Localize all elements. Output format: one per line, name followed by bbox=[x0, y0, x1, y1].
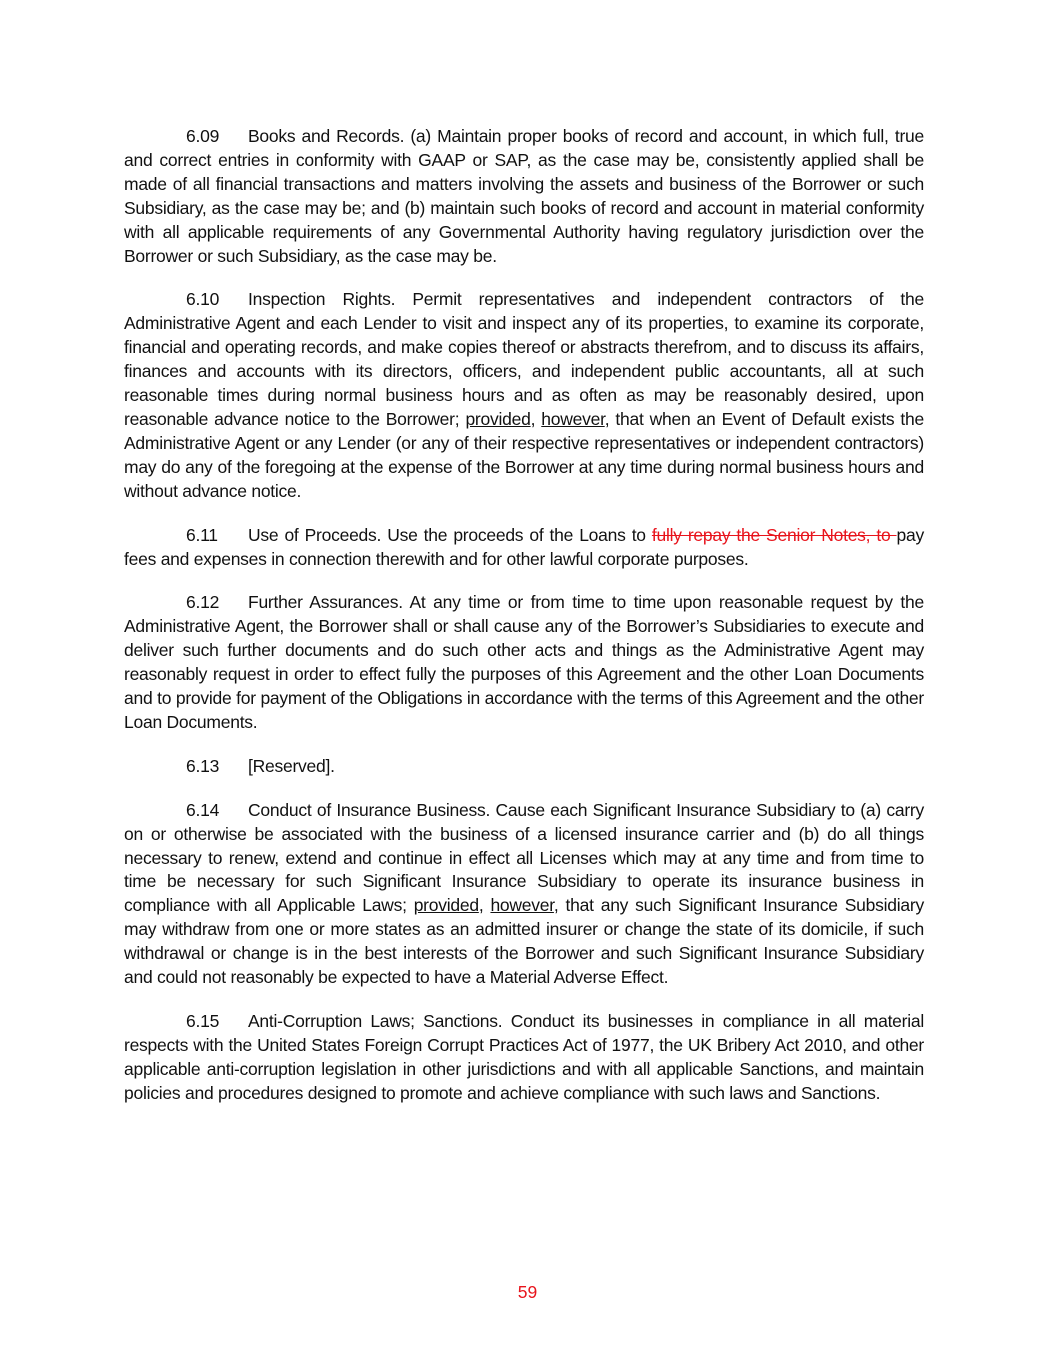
section-text: Permit representatives and independent contractors of the Administrative Agent and each Lender to visit and inspect any of its properties, to examine its corporate, financial and operating records, and make copies thereof or abstracts therefrom, and to discuss its affairs, finances and accounts with its directors, officers, and independent public accountants, all at such reasonable times during normal business hours and as often as may be reasonably desired, upon reasonable advance notice to the Borrower; bbox=[124, 289, 924, 429]
section-number: 6.13 bbox=[186, 755, 220, 776]
section-text: , bbox=[530, 408, 542, 429]
section-text: , that any such Significant Insurance Subsidiary may withdraw from one or more states as an admitted insurer or change the state of its domicile, if such withdrawal or change is in the best interests of the Borrower and such Significant Insurance Subsidiary and could not reasonably be expected to have a Material Adverse Effect. bbox=[124, 895, 924, 988]
underlined-term: provided bbox=[465, 408, 531, 429]
section-text: (a) Maintain proper books of record and account, in which full, true and correct entries in conformity with GAAP or SAP, as the case may be, consistently applied shall be made of all financial transactions and matters involving the assets and business of the Borrower or such Subsidiary, as the case may be; and (b) maintain such books of record and account in material conformity with all applicable requirements of any Governmental Authority having regulatory jurisdiction over the Borrower or such Subsidiary, as the case may be. bbox=[124, 126, 924, 266]
section-number: 6.15 bbox=[186, 1011, 220, 1031]
section-6-11 bbox=[124, 524, 924, 572]
section-text: Cause each Significant Insurance Subsidiary to (a) carry on or otherwise be associated with the business of a licensed insurance carrier and (b) do all things necessary to renew, extend and continue in effect all Licenses which may at any time and from time to time be necessary for such Significant Insurance Subsidiary to operate its insurance business in compliance with all Applicable Laws; bbox=[124, 799, 924, 916]
page-number: 59 bbox=[517, 1282, 538, 1302]
underlined-term: however bbox=[541, 408, 605, 429]
section-6-09 bbox=[124, 125, 924, 268]
section-text: Conduct its businesses in compliance in all material respects with the United States Foreign Corrupt Practices Act of 1977, the UK Bribery Act 2010, and other applicable anti-corruption legislation in other jurisdictions and with all applicable Sanctions, and maintain policies and procedures designed to promote and achieve compliance with such laws and Sanctions. bbox=[124, 1011, 925, 1103]
section-title: Use of Proceeds. bbox=[248, 524, 382, 545]
section-number: 6.11 bbox=[186, 524, 218, 545]
section-6-13 bbox=[124, 755, 924, 779]
section-text: , that when an Event of Default exists the Administrative Agent or any Lender (or any of their respective representatives or independent contractors) may do any of the foregoing at the expense of the Borrower at any time during normal business hours and without advance notice. bbox=[124, 408, 924, 501]
section-title: [Reserved]. bbox=[248, 755, 335, 776]
section-title: Further Assurances. bbox=[248, 592, 403, 613]
section-title: Conduct of Insurance Business. bbox=[248, 799, 491, 820]
section-text: pay fees and expenses in connection therewith and for other lawful corporate purposes. bbox=[124, 524, 925, 569]
section-number: 6.09 bbox=[186, 126, 220, 146]
section-number: 6.10 bbox=[186, 289, 220, 310]
section-title: Anti-Corruption Laws; Sanctions. bbox=[248, 1011, 503, 1031]
section-number: 6.12 bbox=[186, 592, 220, 613]
section-text: , bbox=[478, 895, 491, 916]
section-text: At any time or from time to time upon reasonable request by the Administrative Agent, the Borrower shall or shall cause any of the Borrower’s Subsidiaries to execute and deliver such further documents and do such other acts and things as the Administrative Agent may reasonably request in order to effect fully the purposes of this Agreement and the other Loan Documents and to provide for payment of the Obligations in accordance with the terms of this Agreement and the other Loan Documents. bbox=[124, 592, 924, 732]
underlined-term: provided bbox=[413, 895, 479, 916]
section-6-14 bbox=[124, 799, 924, 990]
section-6-10 bbox=[124, 288, 924, 503]
section-text: Use the proceeds of the Loans to bbox=[381, 524, 652, 545]
section-title: Books and Records. bbox=[248, 126, 405, 146]
section-number: 6.14 bbox=[186, 799, 220, 820]
deleted-text: fully repay the Senior Notes, to bbox=[651, 524, 897, 545]
section-6-12 bbox=[124, 591, 924, 734]
section-title: Inspection Rights. bbox=[248, 289, 396, 310]
document-body bbox=[124, 125, 924, 1126]
section-6-15 bbox=[124, 1010, 924, 1106]
underlined-term: however bbox=[490, 895, 554, 916]
